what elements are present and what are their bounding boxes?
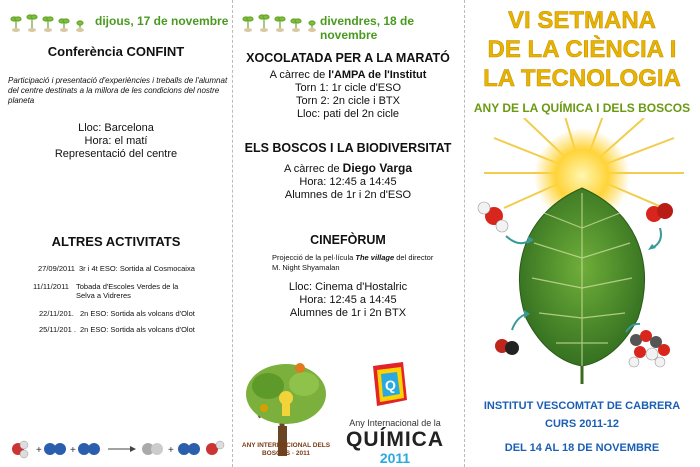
left-panel: dijous, 17 de novembre Conferència CONFINT Participació i presentació d'experiències i treballs de l'alumnat del centre destinats a la millora de les condicions del nostre planeta Lloc: Barcelona Hora: el matí Representació del centre ALTRES ACTIVITATS 27/09/2011 3r i 4t ESO: Sortida al Cosmocaixa 11/11/2011 Tobada d'Escoles Verdes de la Selva a Vidreres 22/11/201. 2n ESO: Sortida als volcans d'Olot 25/11/201 . 2n ESO: Sortida als volcans d'Olot + + + bbox=[0, 0, 232, 467]
school-name: INSTITUT VESCOMTAT DE CABRERA bbox=[483, 400, 681, 412]
event-title-xocolatada: XOCOLATADA PER A LA MARATÓ bbox=[246, 51, 450, 65]
svg-text:Q: Q bbox=[385, 377, 396, 393]
conference-title: Conferència CONFINT bbox=[47, 44, 185, 59]
cover-title-line: DE LA CIÈNCIA I bbox=[487, 36, 677, 63]
activities-title: ALTRES ACTIVITATS bbox=[51, 234, 181, 249]
event-detail: Torn 1: 1r cicle d'ESO bbox=[294, 82, 402, 94]
sun-leaf-illustration bbox=[464, 118, 700, 386]
event-detail: Hora: 12:45 a 14:45 bbox=[299, 176, 397, 188]
chemistry-logo-title: QUÍMICA bbox=[346, 428, 444, 451]
event-detail: Alumnes de 1r i 2n BTX bbox=[289, 307, 407, 319]
middle-panel bbox=[232, 0, 464, 467]
molecule-icon bbox=[495, 339, 519, 355]
event-detail: Lloc: Cinema d'Hostalric bbox=[288, 281, 408, 293]
sprouts-illustration bbox=[242, 10, 322, 32]
sprout-icon bbox=[242, 10, 322, 32]
event-detail: Alumnes de 1r i 2n d'ESO bbox=[284, 189, 412, 201]
chemistry-logo-pretext: Any Internacional de la bbox=[349, 418, 441, 428]
chemistry-logo-year: 2011 bbox=[379, 450, 411, 466]
svg-text:+: + bbox=[168, 445, 174, 456]
conference-representation: Representació del centre bbox=[54, 148, 178, 160]
event-title-boscos: ELS BOSCOS I LA BIODIVERSITAT bbox=[244, 141, 452, 155]
event-organizer: A càrrec de Diego Varga bbox=[283, 161, 413, 175]
event-detail: Lloc: pati del 2n cicle bbox=[296, 108, 400, 120]
conference-place: Lloc: Barcelona bbox=[78, 122, 154, 134]
forest-logo-text: ANY INTERNACIONAL DELS BOSCOS · 2011 bbox=[241, 442, 331, 457]
cover-title-line: VI SETMANA bbox=[507, 7, 656, 34]
cover-subtitle: ANY DE LA QUÍMICA I DELS BOSCOS bbox=[473, 101, 691, 115]
event-detail: Torn 2: 2n cicle i BTX bbox=[296, 95, 400, 107]
event-organizer: A càrrec de l'AMPA de l'Institut bbox=[269, 69, 427, 81]
molecule-icon bbox=[478, 202, 508, 232]
conference-description: Participació i presentació d'experiències i treballs de l'alumnat del centre destinats a la millora de les condicions del nostre planeta bbox=[8, 76, 228, 105]
conference-time: Hora: el matí bbox=[84, 135, 148, 147]
svg-text:+: + bbox=[70, 445, 76, 456]
cover-title-line: LA TECNOLOGIA bbox=[483, 65, 681, 92]
date-friday: divendres, 18 de novembre bbox=[320, 14, 415, 42]
school-course: CURS 2011-12 bbox=[545, 418, 619, 430]
event-title-cineforum: CINEFÒRUM bbox=[310, 233, 386, 247]
chemistry-year-logo bbox=[369, 360, 409, 410]
sprouts-illustration bbox=[10, 10, 90, 32]
svg-text:+: + bbox=[36, 445, 42, 456]
film-description: Projecció de la pel·lícula The village del director M. Night Shyamalan bbox=[272, 253, 434, 272]
event-dates: DEL 14 AL 18 DE NOVEMBRE bbox=[504, 442, 660, 454]
molecule-icon bbox=[629, 330, 670, 367]
event-detail: Hora: 12:45 a 14:45 bbox=[299, 294, 397, 306]
molecule-reaction-illustration bbox=[8, 436, 228, 462]
cover-panel bbox=[464, 0, 700, 467]
sprout-icon bbox=[10, 10, 90, 32]
molecule-icon bbox=[646, 203, 673, 222]
date-thursday: dijous, 17 de novembre bbox=[95, 14, 229, 28]
